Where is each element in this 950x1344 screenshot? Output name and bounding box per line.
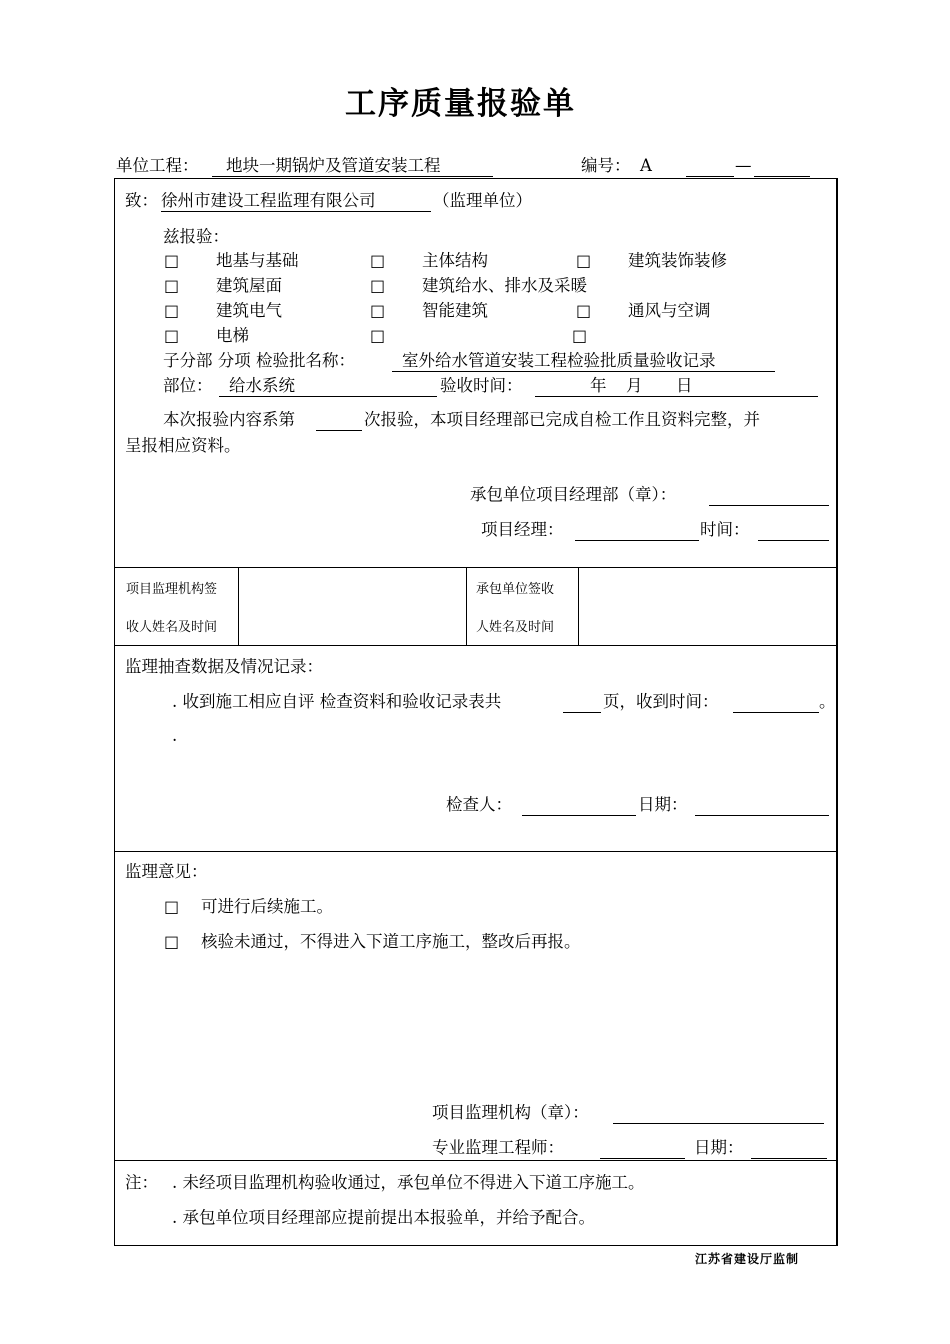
sub-item-value: 室外给水管道安装工程检验批质量验收记录 xyxy=(392,351,775,372)
unit-project-value: 地块一期锅炉及管道安装工程 xyxy=(212,156,493,177)
number-dash: — xyxy=(735,156,752,175)
checkbox-main-structure[interactable]: □ xyxy=(370,251,386,270)
checkbox-plumbing[interactable]: □ xyxy=(370,276,386,295)
receive-time-field[interactable] xyxy=(733,692,819,713)
accept-time-label: 验收时间： xyxy=(440,376,523,395)
checkbox-blank-1[interactable]: □ xyxy=(370,326,386,345)
sub-item-label: 子分部 分项 检验批名称： xyxy=(163,351,355,370)
option-intelligent: 智能建筑 xyxy=(422,301,488,320)
year-label: 年 xyxy=(590,376,607,395)
engineer-field[interactable] xyxy=(600,1138,685,1159)
number-blank-2 xyxy=(754,156,810,177)
check-record-heading: 监理抽查数据及情况记录： xyxy=(125,657,323,676)
month-label: 月 xyxy=(626,376,643,395)
option-plumbing: 建筑给水、排水及采暖 xyxy=(422,276,587,295)
option-elevator: 电梯 xyxy=(216,326,249,345)
submit-label: 兹报验： xyxy=(163,227,229,246)
contractor-dept-label: 承包单位项目经理部（章）： xyxy=(470,485,677,504)
option-hvac: 通风与空调 xyxy=(628,301,711,320)
row-divider-4 xyxy=(114,1160,838,1161)
page-title: 工序质量报验单 xyxy=(345,86,576,122)
sign-col-divider-3 xyxy=(578,567,579,645)
note-1: . 未经项目监理机构验收通过，承包单位不得进入下道工序施工。 xyxy=(172,1173,645,1192)
check-item-1-end: 。 xyxy=(819,692,836,711)
pm-time-label: 时间： xyxy=(700,520,750,539)
opinion-proceed: 可进行后续施工。 xyxy=(201,897,333,916)
to-label: 致： xyxy=(125,191,158,210)
inspector-date-field[interactable] xyxy=(695,795,829,816)
pm-label: 项目经理： xyxy=(481,520,564,539)
sign-col-divider-2 xyxy=(466,567,467,645)
number-blank-1 xyxy=(686,156,734,177)
to-suffix: （监理单位） xyxy=(433,191,532,210)
checkbox-roof[interactable]: □ xyxy=(164,276,180,295)
supervision-org-label: 项目监理机构（章）： xyxy=(432,1103,589,1122)
contractor-dept-field[interactable] xyxy=(709,485,829,506)
contractor-sign-label-2: 人姓名及时间 xyxy=(476,620,555,635)
option-electrical: 建筑电气 xyxy=(216,301,282,320)
statement-part-a: 本次报验内容系第 xyxy=(163,410,295,429)
opinion-heading: 监理意见： xyxy=(125,862,208,881)
table-left-border xyxy=(114,178,115,1246)
unit-project-label: 单位工程： xyxy=(116,156,199,175)
to-value: 徐州市建设工程监理有限公司 xyxy=(161,191,431,212)
supervision-org-field[interactable] xyxy=(613,1103,824,1124)
check-item-1-a: . 收到施工相应自评 检查资料和验收记录表共 xyxy=(172,692,502,711)
option-roof: 建筑屋面 xyxy=(216,276,282,295)
table-right-border xyxy=(836,178,838,1246)
statement-part-c: 呈报相应资料。 xyxy=(125,436,241,455)
contractor-sign-label-1: 承包单位签收 xyxy=(476,582,555,597)
page-count-field[interactable] xyxy=(563,692,601,713)
check-item-1-b: 页，收到时间： xyxy=(603,692,719,711)
pm-field[interactable] xyxy=(575,520,699,541)
table-top-border xyxy=(114,178,838,179)
part-value: 给水系统 xyxy=(219,376,437,397)
day-label: 日 xyxy=(676,376,693,395)
statement-part-b: 次报验，本项目经理部已完成自检工作且资料完整，并 xyxy=(364,410,760,429)
inspector-field[interactable] xyxy=(522,795,636,816)
engineer-label: 专业监理工程师： xyxy=(432,1138,564,1157)
table-bottom-border xyxy=(114,1245,838,1246)
engineer-date-field[interactable] xyxy=(751,1138,827,1159)
checkbox-proceed[interactable]: □ xyxy=(164,897,180,916)
checkbox-electrical[interactable]: □ xyxy=(164,301,180,320)
number-prefix: A xyxy=(640,156,652,175)
inspector-date-label: 日期： xyxy=(638,795,688,814)
checkbox-intelligent[interactable]: □ xyxy=(370,301,386,320)
supervisor-sign-label-1: 项目监理机构签 xyxy=(126,582,218,597)
row-divider-2 xyxy=(114,645,838,646)
footer-issuer: 江苏省建设厅监制 xyxy=(695,1252,800,1266)
inspector-label: 检查人： xyxy=(446,795,512,814)
option-main-structure: 主体结构 xyxy=(422,251,488,270)
checkbox-hvac[interactable]: □ xyxy=(576,301,592,320)
notes-label: 注： xyxy=(125,1173,158,1192)
option-foundation: 地基与基础 xyxy=(216,251,299,270)
checkbox-blank-2[interactable]: □ xyxy=(572,326,588,345)
checkbox-decoration[interactable]: □ xyxy=(576,251,592,270)
row-divider-3 xyxy=(114,851,838,852)
note-2: . 承包单位项目经理部应提前提出本报验单，并给予配合。 xyxy=(172,1208,595,1227)
part-label: 部位： xyxy=(163,376,213,395)
opinion-rejected: 核验未通过，不得进入下道工序施工，整改后再报。 xyxy=(201,932,581,951)
number-label: 编号： xyxy=(581,156,631,175)
engineer-date-label: 日期： xyxy=(694,1138,744,1157)
checkbox-foundation[interactable]: □ xyxy=(164,251,180,270)
sign-col-divider-1 xyxy=(238,567,239,645)
row-divider-1 xyxy=(114,567,838,568)
option-decoration: 建筑装饰装修 xyxy=(628,251,727,270)
report-count-field[interactable] xyxy=(316,410,362,431)
checkbox-rejected[interactable]: □ xyxy=(164,932,180,951)
check-item-2: . xyxy=(172,726,178,745)
checkbox-elevator[interactable]: □ xyxy=(164,326,180,345)
supervisor-sign-label-2: 收人姓名及时间 xyxy=(126,620,218,635)
pm-time-field[interactable] xyxy=(758,520,829,541)
